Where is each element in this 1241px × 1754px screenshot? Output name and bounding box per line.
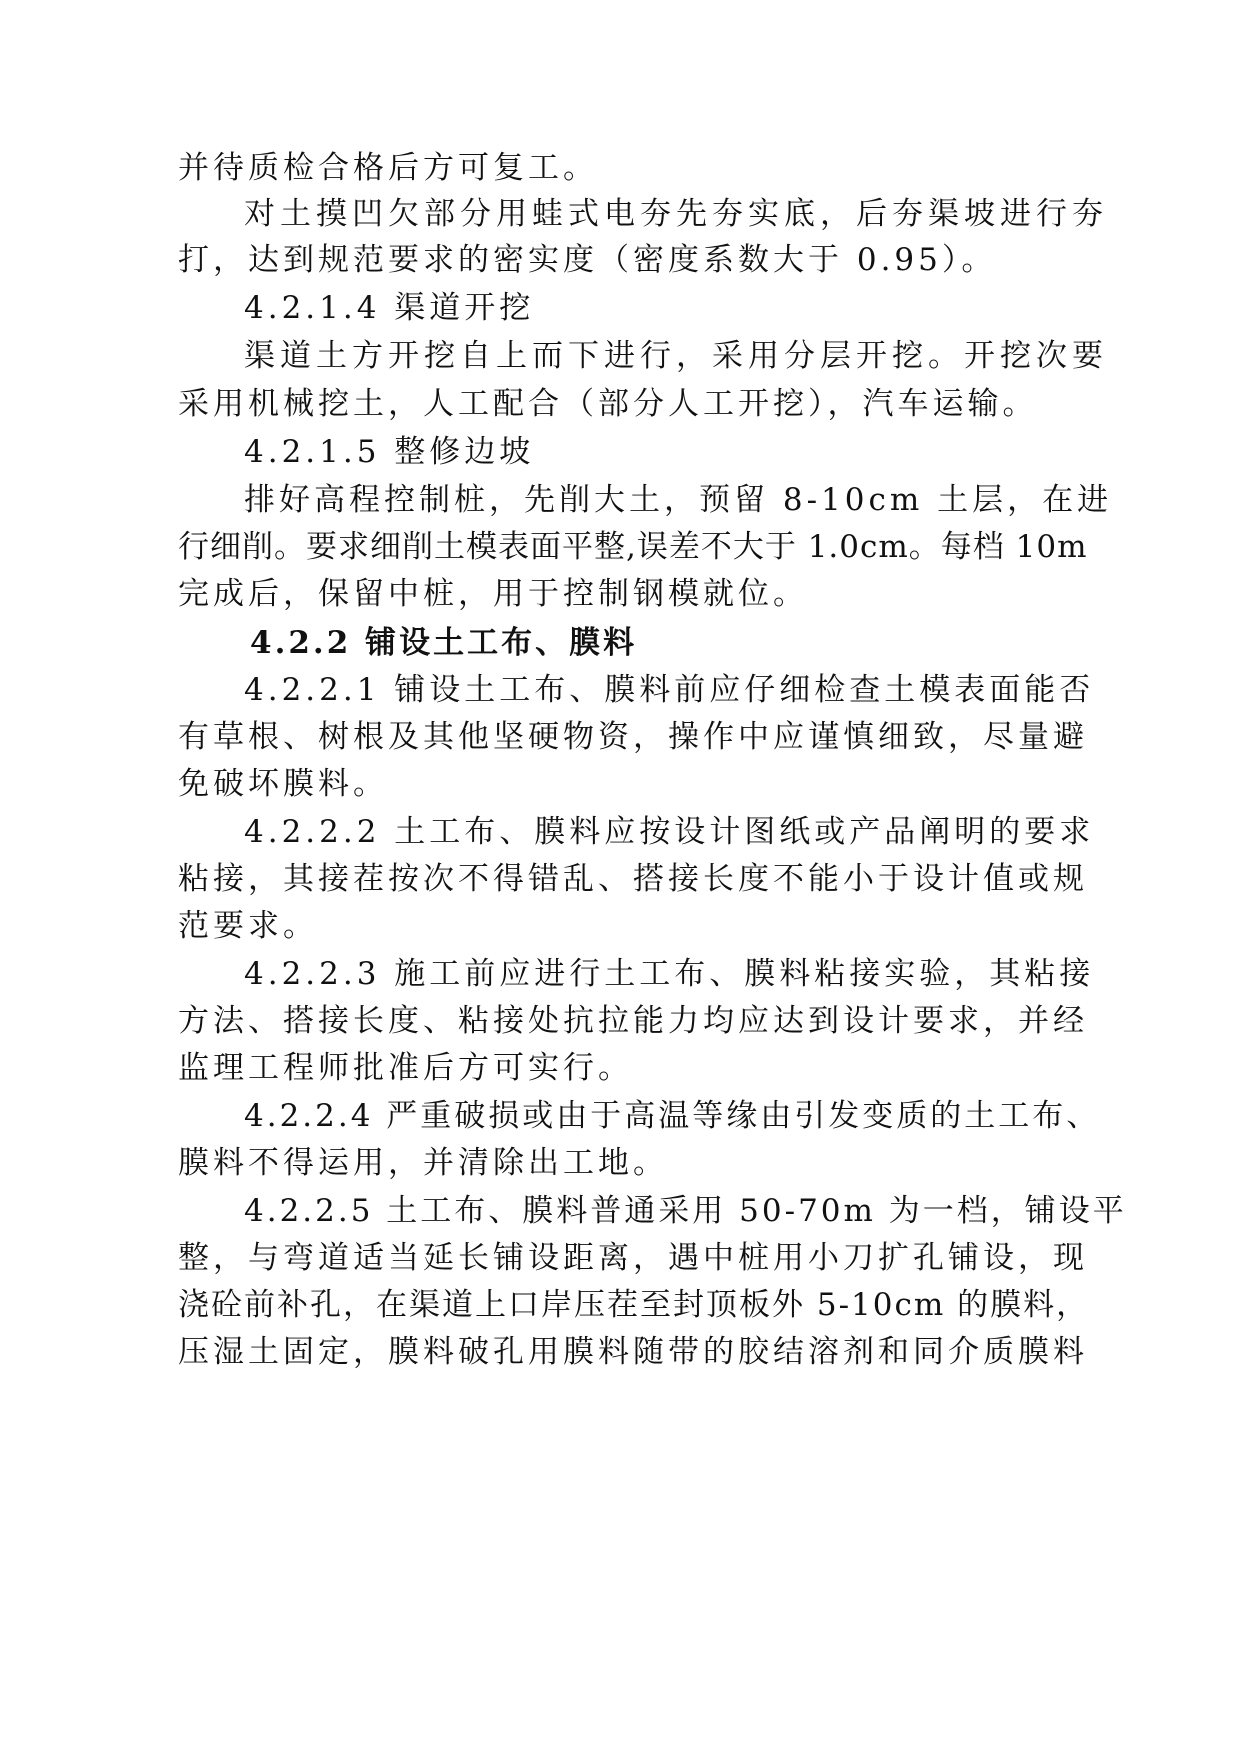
- paragraph-line: 并待质检合格后方可复工。: [178, 150, 598, 186]
- paragraph-line: 监理工程师批准后方可实行。: [178, 1050, 633, 1086]
- section-heading-4-2-2: 4.2.2 铺设土工布、膜料: [250, 625, 638, 661]
- section-heading-4-2-1-4: 4.2.1.4 渠道开挖: [244, 290, 535, 326]
- paragraph-line: 4.2.2.4 严重破损或由于高温等缘由引发变质的土工布、: [244, 1098, 1101, 1134]
- paragraph-line: 有草根、树根及其他坚硬物资，操作中应谨慎细致，尽量避: [178, 719, 1088, 755]
- paragraph-line: 整，与弯道适当延长铺设距离，遇中桩用小刀扩孔铺设，现: [178, 1240, 1088, 1276]
- paragraph-line: 行细削。要求细削土模表面平整,误差不大于 1.0cm。每档 10m: [178, 529, 1088, 565]
- paragraph-line: 4.2.2.3 施工前应进行土工布、膜料粘接实验，其粘接: [244, 956, 1095, 992]
- paragraph-line: 4.2.2.2 土工布、膜料应按设计图纸或产品阐明的要求: [244, 814, 1095, 850]
- paragraph-line: 方法、搭接长度、粘接处抗拉能力均应达到设计要求，并经: [178, 1003, 1088, 1039]
- paragraph-line: 浇砼前补孔，在渠道上口岸压茬至封顶板外 5-10cm 的膜料，: [178, 1287, 1090, 1323]
- paragraph-line: 膜料不得运用，并清除出工地。: [178, 1145, 668, 1181]
- paragraph-line: 4.2.2.1 铺设土工布、膜料前应仔细检查土模表面能否: [244, 672, 1095, 708]
- paragraph-line: 打，达到规范要求的密实度（密度系数大于 0.95）。: [178, 242, 997, 278]
- paragraph-line: 粘接，其接茬按次不得错乱、搭接长度不能小于设计值或规: [178, 861, 1088, 897]
- section-heading-4-2-1-5: 4.2.1.5 整修边坡: [244, 434, 535, 470]
- paragraph-line: 对土摸凹欠部分用蛙式电夯先夯实底，后夯渠坡进行夯: [244, 196, 1108, 232]
- paragraph-line: 4.2.2.5 土工布、膜料普通采用 50-70m 为一档，铺设平: [244, 1193, 1127, 1229]
- paragraph-line: 完成后，保留中桩，用于控制钢模就位。: [178, 576, 808, 612]
- paragraph-line: 范要求。: [178, 908, 318, 944]
- paragraph-line: 压湿土固定，膜料破孔用膜料随带的胶结溶剂和同介质膜料: [178, 1334, 1088, 1370]
- paragraph-line: 渠道土方开挖自上而下进行，采用分层开挖。开挖次要: [244, 338, 1108, 374]
- paragraph-line: 排好高程控制桩，先削大土，预留 8-10cm 土层，在进: [244, 482, 1113, 518]
- paragraph-line: 采用机械挖土，人工配合（部分人工开挖），汽车运输。: [178, 386, 1038, 422]
- paragraph-line: 免破坏膜料。: [178, 766, 388, 802]
